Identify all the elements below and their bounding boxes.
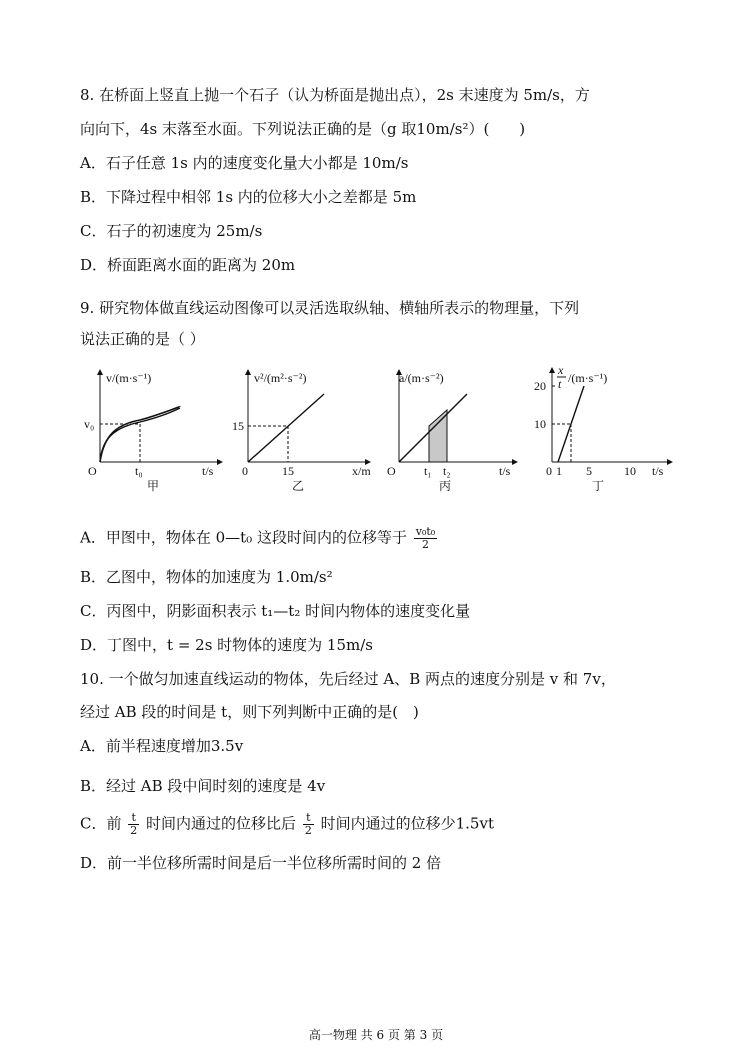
q8-stem-line2: 向向下，4s 末落至水面。下列说法正确的是（g 取10m/s²）( ) xyxy=(80,120,526,138)
q8-stem-line1: 8. 在桥面上竖直上抛一个石子（认为桥面是抛出点），2s 末速度为 5m/s，方 xyxy=(80,86,590,104)
tick-x-1: 1 xyxy=(556,464,562,478)
q9-option-b: B．乙图中，物体的加速度为 1.0m/s² xyxy=(80,568,333,586)
xlabel: t/s xyxy=(202,464,214,478)
q10-frac-1 xyxy=(128,812,139,837)
tick-x-5: 5 xyxy=(586,464,592,478)
figure-jia xyxy=(82,362,232,492)
origin-label: O xyxy=(88,464,97,478)
ylabel: a/(m·s⁻²) xyxy=(399,371,444,385)
q8-option-d: D．桥面距离水面的距离为 20m xyxy=(80,256,296,274)
tick-y-20: 20 xyxy=(534,379,546,393)
fraction-denominator: 2 xyxy=(130,824,138,837)
q9-stem-line1: 9. 研究物体做直线运动图像可以灵活选取纵轴、横轴所表示的物理量，下列 xyxy=(80,299,580,317)
v2-line xyxy=(248,394,324,462)
q8-option-b: B．下降过程中相邻 1s 内的位移大小之差都是 5m xyxy=(80,188,417,206)
q8-option-a: A．石子任意 1s 内的速度变化量大小都是 10m/s xyxy=(80,154,409,172)
t0-label: t₀ xyxy=(135,464,143,478)
fraction-numerator: v₀t₀ xyxy=(415,525,436,538)
ylabel-unit: /(m·s⁻¹) xyxy=(568,371,608,385)
q10-option-c-mid: 时间内通过的位移比后 xyxy=(146,814,297,833)
shaded-area xyxy=(429,410,447,462)
fraction-numerator: t xyxy=(303,812,314,825)
caption: 乙 xyxy=(292,479,305,493)
fraction-denominator: 2 xyxy=(421,538,429,551)
q10-option-a: A．前半程速度增加3.5v xyxy=(80,737,244,755)
q9-stem-line2: 说法正确的是（ ） xyxy=(80,330,205,348)
page-footer: 高一物理 共 6 页 第 3 页 xyxy=(308,1028,444,1042)
origin-label: O xyxy=(387,464,396,478)
t2-label: t₂ xyxy=(443,464,451,478)
q10-frac-2 xyxy=(303,812,314,837)
q9-option-c: C．丙图中，阴影面积表示 t₁—t₂ 时间内物体的速度变化量 xyxy=(80,602,471,620)
q9-option-a-text: A．甲图中，物体在 0—t₀ 这段时间内的位移等于 xyxy=(80,528,407,547)
xlabel: t/s xyxy=(499,464,511,478)
tick-y-10: 10 xyxy=(534,417,546,431)
q8-option-c: C．石子的初速度为 25m/s xyxy=(80,222,263,240)
figure-ding xyxy=(528,362,678,492)
ylabel: v²/(m²·s⁻²) xyxy=(254,371,307,385)
q10-option-b: B．经过 AB 段中间时刻的速度是 4v xyxy=(80,777,326,795)
q10-stem-line2: 经过 AB 段的时间是 t，则下列判断中正确的是( ) xyxy=(80,703,419,721)
fraction-numerator: t xyxy=(128,812,139,825)
xlabel: t/s xyxy=(652,464,664,478)
ylabel-den: t xyxy=(558,377,562,391)
ylabel: v/(m·s⁻¹) xyxy=(106,371,152,385)
tick-x-10: 10 xyxy=(624,464,636,478)
caption: 丙 xyxy=(439,479,452,493)
q10-stem-line1: 10. 一个做匀加速直线运动的物体，先后经过 A、B 两点的速度分别是 v 和 7v， xyxy=(80,670,616,688)
q10-option-c-pre: C．前 xyxy=(80,814,122,833)
v0-label: v₀ xyxy=(84,417,95,431)
zero-label: 0 xyxy=(242,464,248,478)
q9-option-d: D．丁图中，t = 2s 时物体的速度为 15m/s xyxy=(80,636,373,654)
caption: 甲 xyxy=(147,479,160,493)
fraction-denominator: 2 xyxy=(304,824,312,837)
t1-label: t₁ xyxy=(424,464,432,478)
figure-bing xyxy=(385,362,525,492)
xlabel: x/m xyxy=(352,464,371,478)
q10-option-c-post: 时间内通过的位移少1.5vt xyxy=(320,814,494,833)
zero-label: 0 xyxy=(546,464,552,478)
tick-x-15: 15 xyxy=(282,464,294,478)
figure-yi xyxy=(232,362,378,493)
caption: 丁 xyxy=(592,479,605,493)
q9-option-a xyxy=(80,526,439,551)
q9-option-a-fraction xyxy=(414,526,437,551)
q10-option-d: D．前一半位移所需时间是后一半位移所需时间的 2 倍 xyxy=(80,854,442,872)
q10-option-c xyxy=(80,812,494,837)
ylabel-num: x xyxy=(558,363,564,377)
tick-y-15: 15 xyxy=(232,419,244,433)
